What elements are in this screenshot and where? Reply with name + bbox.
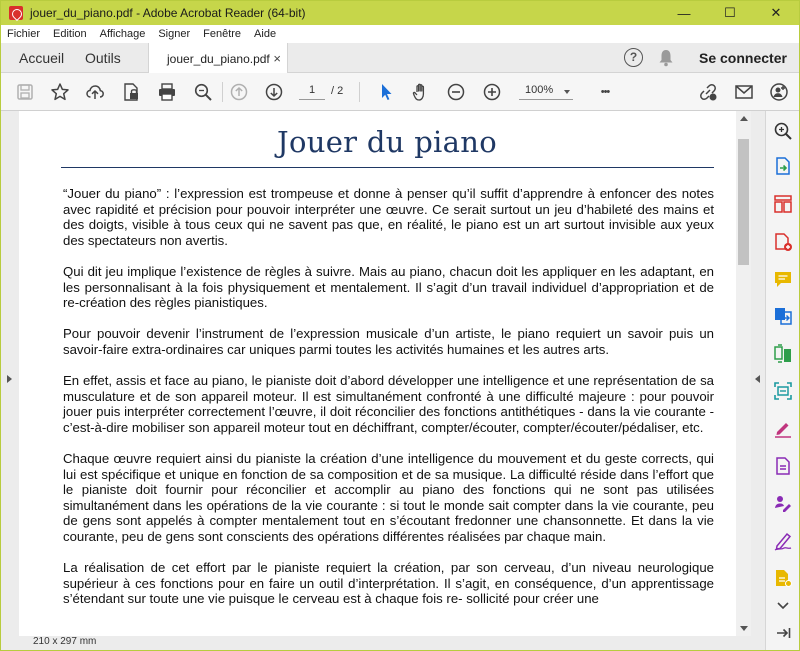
prepare-form-icon[interactable] (773, 568, 793, 588)
sign-in-link[interactable]: Se connecter (699, 50, 787, 66)
comment-icon[interactable] (773, 269, 793, 289)
menu-signer[interactable]: Signer (158, 28, 191, 40)
combine-files-icon[interactable] (773, 306, 793, 326)
export-pdf-icon[interactable] (773, 156, 793, 176)
status-bar (1, 636, 765, 650)
document-body (63, 186, 714, 623)
toolbar (1, 73, 799, 111)
select-pointer-icon[interactable] (376, 82, 396, 102)
paragraph: En effet, assis et face au piano, le pianiste doit d’abord développer une intelligence et une représentation de sa musculature et de son appareil moteur. Il est simultanément confronté à une difficulté majeure : pour pouvoir jouer puis interpréter correctement l’œuvre, il doit réconcilier des fonctions antithétiques - dans la vie courante - c’est-à-dire mobiliser son appareil moteur tout en déchiffrant, compter/écouter, compter/écouter/pédaliser, etc. (63, 373, 714, 435)
close-tab-icon[interactable]: × (273, 51, 281, 66)
scroll-down-arrow-icon[interactable] (740, 626, 748, 631)
paragraph: Chaque œuvre requiert ainsi du pianiste la création d’une intelligence du mouvement et du geste corrects, qui lui est spécifique et unique en fonction de sa composition et de sa musique. La difficulté réside dans l’effort que le pianiste doit fournir pour réconcilier et accomplir au piano des fonctions qui ne sont pas utilisées simultanément dans les opérations de la vie courante : si tout le monde sait compter dans la vie courante, peu de gens sont appelés à compter mentalement tout en s’écoutant fredonner une chansonnette. Et dans la vie courante, peu de gens sont conscients des opérations différentes réalisées par chaque main. (63, 451, 714, 545)
zoom-level-dropdown[interactable]: 100% (519, 84, 573, 100)
tab-tools[interactable]: Outils (85, 50, 121, 66)
title-bar (1, 1, 799, 25)
organize-pages-icon[interactable] (773, 194, 793, 214)
tools-rail (765, 111, 799, 650)
left-panel-toggle-icon[interactable] (7, 375, 12, 383)
previous-page-icon[interactable] (229, 82, 249, 102)
email-envelope-icon[interactable] (734, 82, 754, 102)
menu-affichage[interactable]: Affichage (99, 28, 146, 40)
fill-and-sign-icon[interactable] (773, 418, 793, 438)
window-title: jouer_du_piano.pdf - Adobe Acrobat Reader (64-bit) (30, 6, 306, 20)
chevron-down-icon[interactable] (564, 90, 570, 94)
tab-document-label: jouer_du_piano.pdf (167, 52, 270, 66)
scroll-up-arrow-icon[interactable] (740, 116, 748, 121)
create-pdf-icon[interactable] (773, 232, 793, 252)
paragraph: Qui dit jeu implique l’existence de règles à suivre. Mais au piano, chacun doit les appliquer en les adaptant, en les personnalisant à la fois physiquement et mentalement. Il s’agit d’un travail individuel d’appropriation et de re-création des règles pianistiques. (63, 263, 714, 311)
title-underline (61, 167, 714, 168)
edit-pdf-icon[interactable] (773, 456, 793, 476)
minimize-button[interactable]: — (677, 5, 691, 21)
close-window-button[interactable]: ✕ (770, 5, 782, 20)
document-title: Jouer du piano (277, 125, 497, 159)
menu-fichier[interactable]: Fichier (7, 28, 41, 40)
scrollbar-thumb[interactable] (738, 139, 749, 265)
menu-fenetre[interactable]: Fenêtre (203, 28, 242, 40)
print-icon[interactable] (157, 82, 177, 102)
page-number-input[interactable]: 1 (299, 84, 325, 100)
acrobat-app-icon (9, 6, 23, 20)
request-signature-icon[interactable] (773, 493, 793, 513)
pdf-page (19, 111, 736, 636)
cloud-upload-icon[interactable] (85, 82, 105, 102)
document-viewport (1, 111, 765, 636)
protect-document-icon[interactable] (121, 82, 141, 102)
hand-tool-icon[interactable] (411, 82, 431, 102)
menu-bar (1, 25, 799, 43)
paragraph: La réalisation de cet effort par le pianiste requiert la création, par son cerveau, d’un niveau neurologique supérieur à ces fonctions pour en faire un outil d’interprétation. Il s’agit, en conséquence, d’un apprentissage s’étendant sur toute une vie puisque le cerveau est à chaque fois re- sollicité pour créer une (63, 560, 714, 607)
save-icon[interactable] (15, 82, 35, 102)
page-total: / 2 (331, 85, 344, 97)
more-tools-icon[interactable]: ••• (600, 86, 610, 98)
rail-scroll-down-chevron-icon[interactable] (773, 595, 793, 615)
tab-home[interactable]: Accueil (19, 50, 65, 66)
next-page-icon[interactable] (264, 82, 284, 102)
paragraph: Pour pouvoir devenir l’instrument de l’expression musicale d’un artiste, le piano requiert un savoir puis un savoir-faire extra-ordinaires car uniques parmi toutes les activités humaines et les autres arts. (63, 326, 714, 357)
right-panel-toggle-icon[interactable] (755, 375, 760, 383)
notification-bell-icon[interactable] (658, 49, 674, 67)
bookmark-star-icon[interactable] (50, 82, 70, 102)
menu-edition[interactable]: Edition (53, 28, 87, 40)
help-icon[interactable]: ? (624, 48, 643, 67)
collapse-rail-icon[interactable] (773, 623, 793, 643)
paragraph: “Jouer du piano” : l’expression est trompeuse et donne à penser qu’il suffit d’apprendre à enfoncer des notes avec rapidité et précision pour pouvoir interpréter une œuvre. Ce serait surtout un jeu d’habileté des mains et des doigts, visible à tous ceux qui ne savent pas que, en réalité, le piano est un art surtout invisible aux yeux des spectateurs non avertis. (63, 186, 714, 248)
toolbar-separator (359, 82, 360, 102)
add-user-icon[interactable] (769, 82, 789, 102)
vertical-scrollbar[interactable] (736, 111, 751, 636)
page-size-label: 210 x 297 mm (33, 636, 97, 647)
zoom-in-icon[interactable] (482, 82, 502, 102)
compare-files-icon[interactable] (773, 344, 793, 364)
scan-ocr-icon[interactable] (773, 381, 793, 401)
tab-document[interactable] (148, 43, 288, 74)
zoom-out-icon[interactable] (446, 82, 466, 102)
toolbar-separator (222, 82, 223, 102)
search-zoom-icon[interactable] (773, 121, 793, 141)
menu-aide[interactable]: Aide (254, 28, 277, 40)
sign-pen-icon[interactable] (773, 531, 793, 551)
share-link-icon[interactable] (698, 82, 718, 102)
maximize-button[interactable]: ☐ (724, 5, 736, 20)
zoom-search-icon[interactable] (193, 82, 213, 102)
tab-bar (1, 43, 799, 73)
